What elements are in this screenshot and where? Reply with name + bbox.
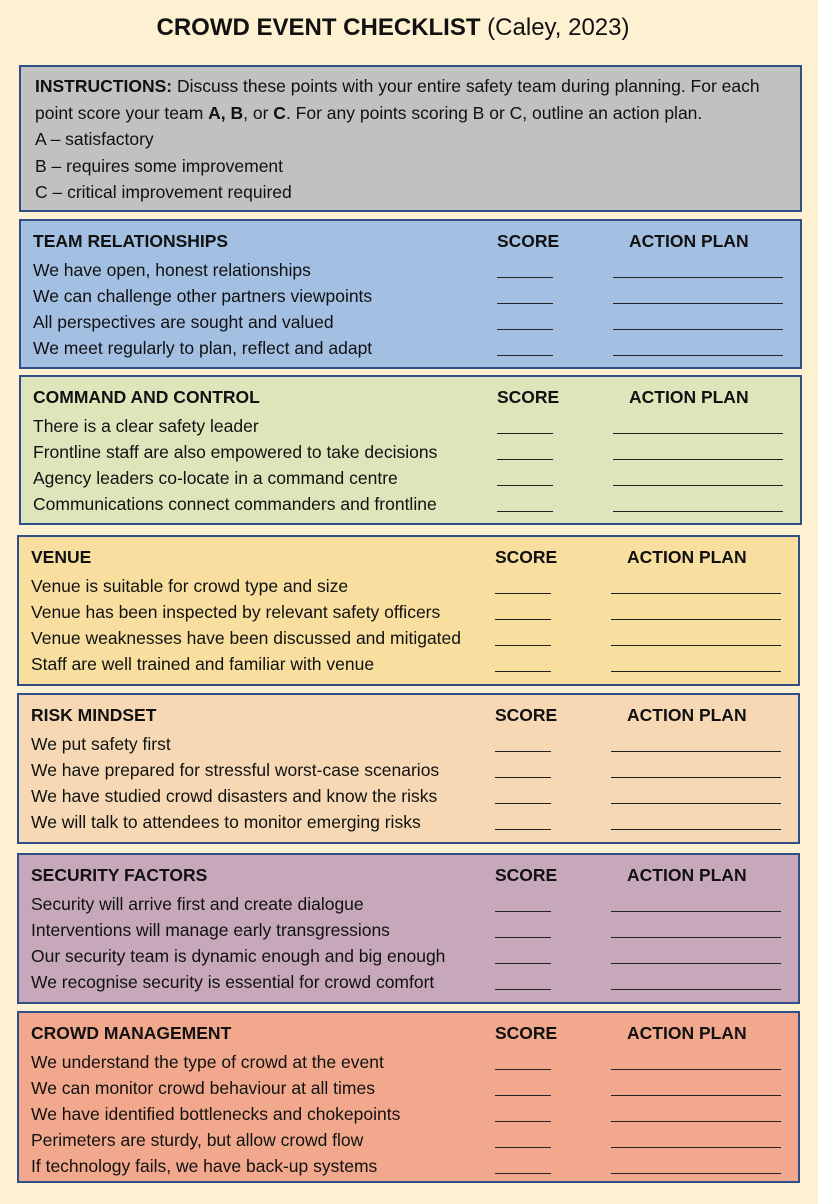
action-plan-blank[interactable] bbox=[611, 919, 781, 938]
checklist-item-text: Venue is suitable for crowd type and size bbox=[31, 576, 349, 596]
checklist-item-text: We will talk to attendees to monitor emerging risks bbox=[31, 812, 421, 832]
action-plan-blank[interactable] bbox=[611, 627, 781, 646]
action-plan-blank[interactable] bbox=[613, 493, 783, 512]
checklist-item bbox=[31, 651, 786, 677]
page-title bbox=[0, 12, 786, 44]
instructions-box bbox=[19, 65, 802, 212]
section-header bbox=[31, 1013, 786, 1049]
action-plan-blank[interactable] bbox=[611, 733, 781, 752]
score-blank[interactable] bbox=[495, 653, 551, 672]
action-plan-blank[interactable] bbox=[611, 1129, 781, 1148]
score-header: SCORE bbox=[495, 865, 558, 885]
checklist-item bbox=[31, 625, 786, 651]
checklist-item bbox=[33, 465, 788, 491]
checklist-item-text: We recognise security is essential for crowd comfort bbox=[31, 972, 435, 992]
action-plan-header: ACTION PLAN bbox=[627, 705, 747, 725]
checklist-item bbox=[31, 1075, 786, 1101]
checklist-item bbox=[33, 257, 788, 283]
section-header bbox=[31, 537, 786, 573]
section-risk-mindset bbox=[17, 693, 800, 844]
instructions-text-2: . For any points scoring B or C, outline an action plan. bbox=[285, 102, 703, 123]
score-blank[interactable] bbox=[495, 919, 551, 938]
action-plan-blank[interactable] bbox=[611, 945, 781, 964]
score-blank[interactable] bbox=[497, 467, 553, 486]
score-header: SCORE bbox=[495, 547, 558, 567]
score-header: SCORE bbox=[497, 231, 560, 251]
checklist-item bbox=[33, 283, 788, 309]
instructions-label: INSTRUCTIONS: bbox=[35, 76, 173, 96]
section-header bbox=[31, 695, 786, 731]
grade-c-label: C bbox=[273, 102, 286, 123]
checklist-item bbox=[33, 413, 788, 439]
checklist-item-text: Venue has been inspected by relevant safety officers bbox=[31, 602, 441, 622]
score-blank[interactable] bbox=[497, 285, 553, 304]
score-header: SCORE bbox=[495, 705, 558, 725]
score-blank[interactable] bbox=[497, 311, 553, 330]
instructions-paragraph bbox=[35, 73, 786, 126]
checklist-item-text: All perspectives are sought and valued bbox=[33, 312, 334, 332]
action-plan-blank[interactable] bbox=[613, 337, 783, 356]
checklist-item-text: Our security team is dynamic enough and big enough bbox=[31, 946, 446, 966]
checklist-item bbox=[33, 309, 788, 335]
action-plan-blank[interactable] bbox=[613, 259, 783, 278]
grade-b: B – requires some improvement bbox=[35, 155, 284, 176]
section-title: CROWD MANAGEMENT bbox=[31, 1023, 232, 1043]
score-blank[interactable] bbox=[495, 1077, 551, 1096]
grade-a-label: A, bbox=[208, 102, 226, 123]
checklist-item-text: We understand the type of crowd at the event bbox=[31, 1052, 384, 1072]
action-plan-header: ACTION PLAN bbox=[627, 865, 747, 885]
score-header: SCORE bbox=[497, 387, 560, 407]
checklist-item bbox=[31, 1153, 786, 1179]
action-plan-blank[interactable] bbox=[613, 467, 783, 486]
score-blank[interactable] bbox=[495, 785, 551, 804]
checklist-item-text: Frontline staff are also empowered to take decisions bbox=[33, 442, 438, 462]
score-blank[interactable] bbox=[495, 627, 551, 646]
checklist-item bbox=[31, 969, 786, 995]
checklist-item-text: We have open, honest relationships bbox=[33, 260, 311, 280]
score-header: SCORE bbox=[495, 1023, 558, 1043]
checklist-item-text: We meet regularly to plan, reflect and adapt bbox=[33, 338, 373, 358]
score-blank[interactable] bbox=[495, 1103, 551, 1122]
score-blank[interactable] bbox=[497, 415, 553, 434]
score-blank[interactable] bbox=[495, 893, 551, 912]
checklist-item bbox=[31, 891, 786, 917]
checklist-item-text: Agency leaders co-locate in a command centre bbox=[33, 468, 398, 488]
action-plan-blank[interactable] bbox=[613, 285, 783, 304]
grade-c: C – critical improvement required bbox=[35, 182, 292, 202]
score-blank[interactable] bbox=[495, 971, 551, 990]
section-title: COMMAND AND CONTROL bbox=[33, 387, 260, 407]
checklist-item-text: Security will arrive first and create dialogue bbox=[31, 894, 364, 914]
section-team-relationships bbox=[19, 219, 802, 369]
action-plan-blank[interactable] bbox=[611, 785, 781, 804]
action-plan-header: ACTION PLAN bbox=[629, 387, 749, 407]
action-plan-blank[interactable] bbox=[611, 575, 781, 594]
score-blank[interactable] bbox=[497, 337, 553, 356]
action-plan-blank[interactable] bbox=[611, 811, 781, 830]
checklist-item bbox=[31, 1127, 786, 1153]
checklist-item-text: Communications connect commanders and frontline bbox=[33, 494, 437, 514]
checklist-item bbox=[33, 335, 788, 361]
action-plan-header: ACTION PLAN bbox=[627, 547, 747, 567]
score-blank[interactable] bbox=[495, 811, 551, 830]
action-plan-blank[interactable] bbox=[611, 1103, 781, 1122]
checklist-item-text: We can challenge other partners viewpoints bbox=[33, 286, 373, 306]
checklist-item bbox=[31, 943, 786, 969]
checklist-item-text: We have identified bottlenecks and chokepoints bbox=[31, 1104, 401, 1124]
score-blank[interactable] bbox=[497, 493, 553, 512]
action-plan-blank[interactable] bbox=[613, 441, 783, 460]
score-blank[interactable] bbox=[497, 259, 553, 278]
score-blank[interactable] bbox=[495, 601, 551, 620]
section-title: VENUE bbox=[31, 547, 92, 567]
section-title: TEAM RELATIONSHIPS bbox=[33, 231, 229, 251]
score-blank[interactable] bbox=[495, 733, 551, 752]
score-blank[interactable] bbox=[495, 1051, 551, 1070]
score-blank[interactable] bbox=[495, 1129, 551, 1148]
section-security-factors bbox=[17, 853, 800, 1004]
action-plan-blank[interactable] bbox=[611, 1077, 781, 1096]
score-blank[interactable] bbox=[495, 759, 551, 778]
action-plan-blank[interactable] bbox=[613, 415, 783, 434]
instructions-text-1: Discuss these points with your entire safety team during planning. For each point score your team bbox=[35, 76, 760, 123]
checklist-item-text: There is a clear safety leader bbox=[33, 416, 259, 436]
checklist-item bbox=[31, 599, 786, 625]
section-header bbox=[31, 855, 786, 891]
checklist-item-text: We have studied crowd disasters and know the risks bbox=[31, 786, 438, 806]
title-main: CROWD EVENT CHECKLIST bbox=[156, 14, 481, 41]
action-plan-blank[interactable] bbox=[611, 893, 781, 912]
checklist-item bbox=[33, 439, 788, 465]
checklist-item bbox=[31, 1049, 786, 1075]
section-crowd-management bbox=[17, 1011, 800, 1183]
action-plan-blank[interactable] bbox=[611, 1051, 781, 1070]
checklist-item-text: We put safety first bbox=[31, 734, 171, 754]
checklist-item bbox=[31, 573, 786, 599]
section-command-and-control bbox=[19, 375, 802, 525]
section-header bbox=[33, 377, 788, 413]
score-blank[interactable] bbox=[497, 441, 553, 460]
score-blank[interactable] bbox=[495, 575, 551, 594]
action-plan-blank[interactable] bbox=[611, 601, 781, 620]
section-title: SECURITY FACTORS bbox=[31, 865, 208, 885]
checklist-item bbox=[31, 917, 786, 943]
checklist-item bbox=[33, 491, 788, 517]
score-blank[interactable] bbox=[495, 1155, 551, 1174]
checklist-item-text: If technology fails, we have back-up systems bbox=[31, 1156, 378, 1176]
title-citation: (Caley, 2023) bbox=[480, 14, 630, 41]
checklist-item bbox=[31, 809, 786, 835]
action-plan-blank[interactable] bbox=[611, 759, 781, 778]
checklist-item bbox=[31, 783, 786, 809]
checklist-item-text: We can monitor crowd behaviour at all times bbox=[31, 1078, 375, 1098]
action-plan-blank[interactable] bbox=[611, 1155, 781, 1174]
instructions-or: , or bbox=[243, 102, 274, 123]
action-plan-blank[interactable] bbox=[613, 311, 783, 330]
checklist-item-text: Interventions will manage early transgressions bbox=[31, 920, 390, 940]
checklist-item-text: Perimeters are sturdy, but allow crowd flow bbox=[31, 1130, 364, 1150]
section-title: RISK MINDSET bbox=[31, 705, 157, 725]
checklist-item bbox=[31, 1101, 786, 1127]
checklist-item bbox=[31, 731, 786, 757]
score-blank[interactable] bbox=[495, 945, 551, 964]
grade-b-label: B bbox=[225, 102, 244, 123]
checklist-item-text: We have prepared for stressful worst-case scenarios bbox=[31, 760, 440, 780]
section-venue bbox=[17, 535, 800, 686]
checklist-item bbox=[31, 757, 786, 783]
action-plan-blank[interactable] bbox=[611, 653, 781, 672]
checklist-item-text: Venue weaknesses have been discussed and mitigated bbox=[31, 628, 462, 648]
grade-a: A – satisfactory bbox=[35, 129, 154, 149]
checklist-item-text: Staff are well trained and familiar with venue bbox=[31, 654, 375, 674]
action-plan-header: ACTION PLAN bbox=[627, 1023, 747, 1043]
action-plan-header: ACTION PLAN bbox=[629, 231, 749, 251]
action-plan-blank[interactable] bbox=[611, 971, 781, 990]
section-header bbox=[33, 221, 788, 257]
